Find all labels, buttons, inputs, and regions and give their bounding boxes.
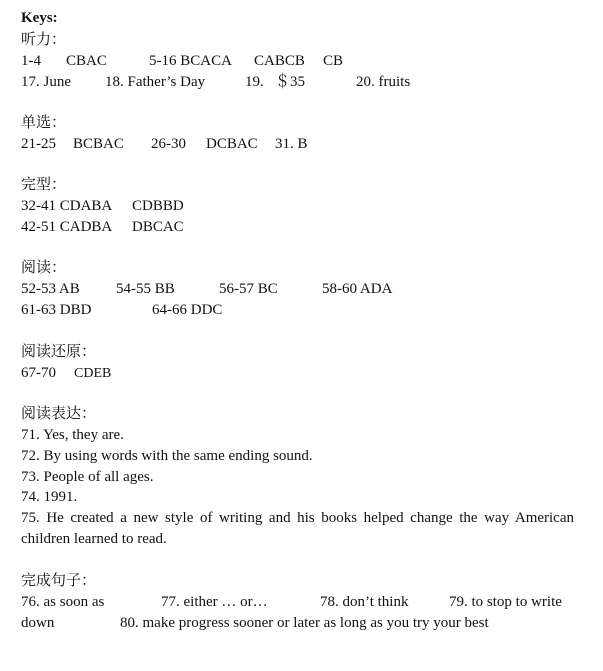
answer-letters: CB	[323, 53, 344, 69]
keys-title: Keys:	[21, 10, 58, 26]
answer-range: 32-41 CDABA	[21, 198, 113, 214]
answer-price: ＄35	[275, 74, 306, 90]
answer-range: 1-4	[21, 53, 41, 69]
answer-71: 71. Yes, they are.	[21, 427, 124, 443]
complete-sentences-line-2	[21, 613, 581, 634]
answer-item: 78. don’t think	[320, 594, 409, 610]
answer-letters: CABCB	[254, 53, 305, 69]
complete-sentences-heading: 完成句子：	[21, 573, 97, 589]
cloze-heading: 完型：	[21, 177, 67, 193]
answer-range: 52-53 AB	[21, 281, 80, 297]
reading-row-1	[21, 279, 581, 300]
answer-item: 17. June	[21, 74, 71, 90]
answer-item: 76. as soon as	[21, 594, 105, 610]
listening-row-2	[21, 72, 581, 93]
answer-range: 21-25	[21, 136, 56, 152]
reading-restore-row-1	[21, 363, 581, 384]
answer-item: 80. make progress sooner or later as long as you try your best	[120, 615, 489, 631]
answer-item: 20. fruits	[356, 74, 411, 90]
answer-letters: BCBAC	[73, 136, 124, 152]
reading-row-2	[21, 300, 581, 321]
single-choice-row-1	[21, 134, 581, 155]
answer-72: 72. By using words with the same ending sound.	[21, 448, 313, 464]
answer-item: 79. to stop to write	[449, 594, 562, 610]
answer-range: 61-63 DBD	[21, 302, 92, 318]
answer-letters: DCBAC	[206, 136, 258, 152]
answer-letters: DBCAC	[132, 219, 184, 235]
reading-heading: 阅读：	[21, 260, 67, 276]
answer-range: 54-55 BB	[116, 281, 175, 297]
answer-range: 5-16 BCACA	[149, 53, 232, 69]
answer-letters: CDEB	[74, 366, 112, 381]
answer-range: 64-66 DDC	[152, 302, 223, 318]
answer-item: 18. Father’s Day	[105, 74, 206, 90]
complete-sentences-line-1	[21, 592, 581, 613]
cloze-row-1	[21, 196, 581, 217]
answer-continuation: down	[21, 615, 55, 631]
answer-73: 73. People of all ages.	[21, 469, 154, 485]
answer-range: 67-70	[21, 365, 56, 381]
answer-number: 19.	[245, 74, 264, 90]
answer-letters: CBAC	[66, 53, 107, 69]
answer-74: 74. 1991.	[21, 489, 78, 505]
answer-range: 56-57 BC	[219, 281, 278, 297]
answer-range: 42-51 CADBA	[21, 219, 113, 235]
listening-row-1	[21, 51, 581, 72]
reading-expression-heading: 阅读表达：	[21, 406, 97, 422]
reading-restore-heading: 阅读还原：	[21, 344, 97, 360]
listening-heading: 听力：	[21, 32, 67, 48]
answer-range: 26-30	[151, 136, 186, 152]
single-choice-heading: 单选：	[21, 115, 67, 131]
answer-item: 77. either … or…	[161, 594, 268, 610]
cloze-row-2	[21, 217, 581, 238]
answer-item: 31. B	[275, 136, 308, 152]
answer-75-line-2: children learned to read.	[21, 531, 167, 547]
answer-letters: CDBBD	[132, 198, 184, 214]
answer-75-line-1: 75. He created a new style of writing and his books helped change the way American	[21, 510, 574, 526]
answer-range: 58-60 ADA	[322, 281, 393, 297]
